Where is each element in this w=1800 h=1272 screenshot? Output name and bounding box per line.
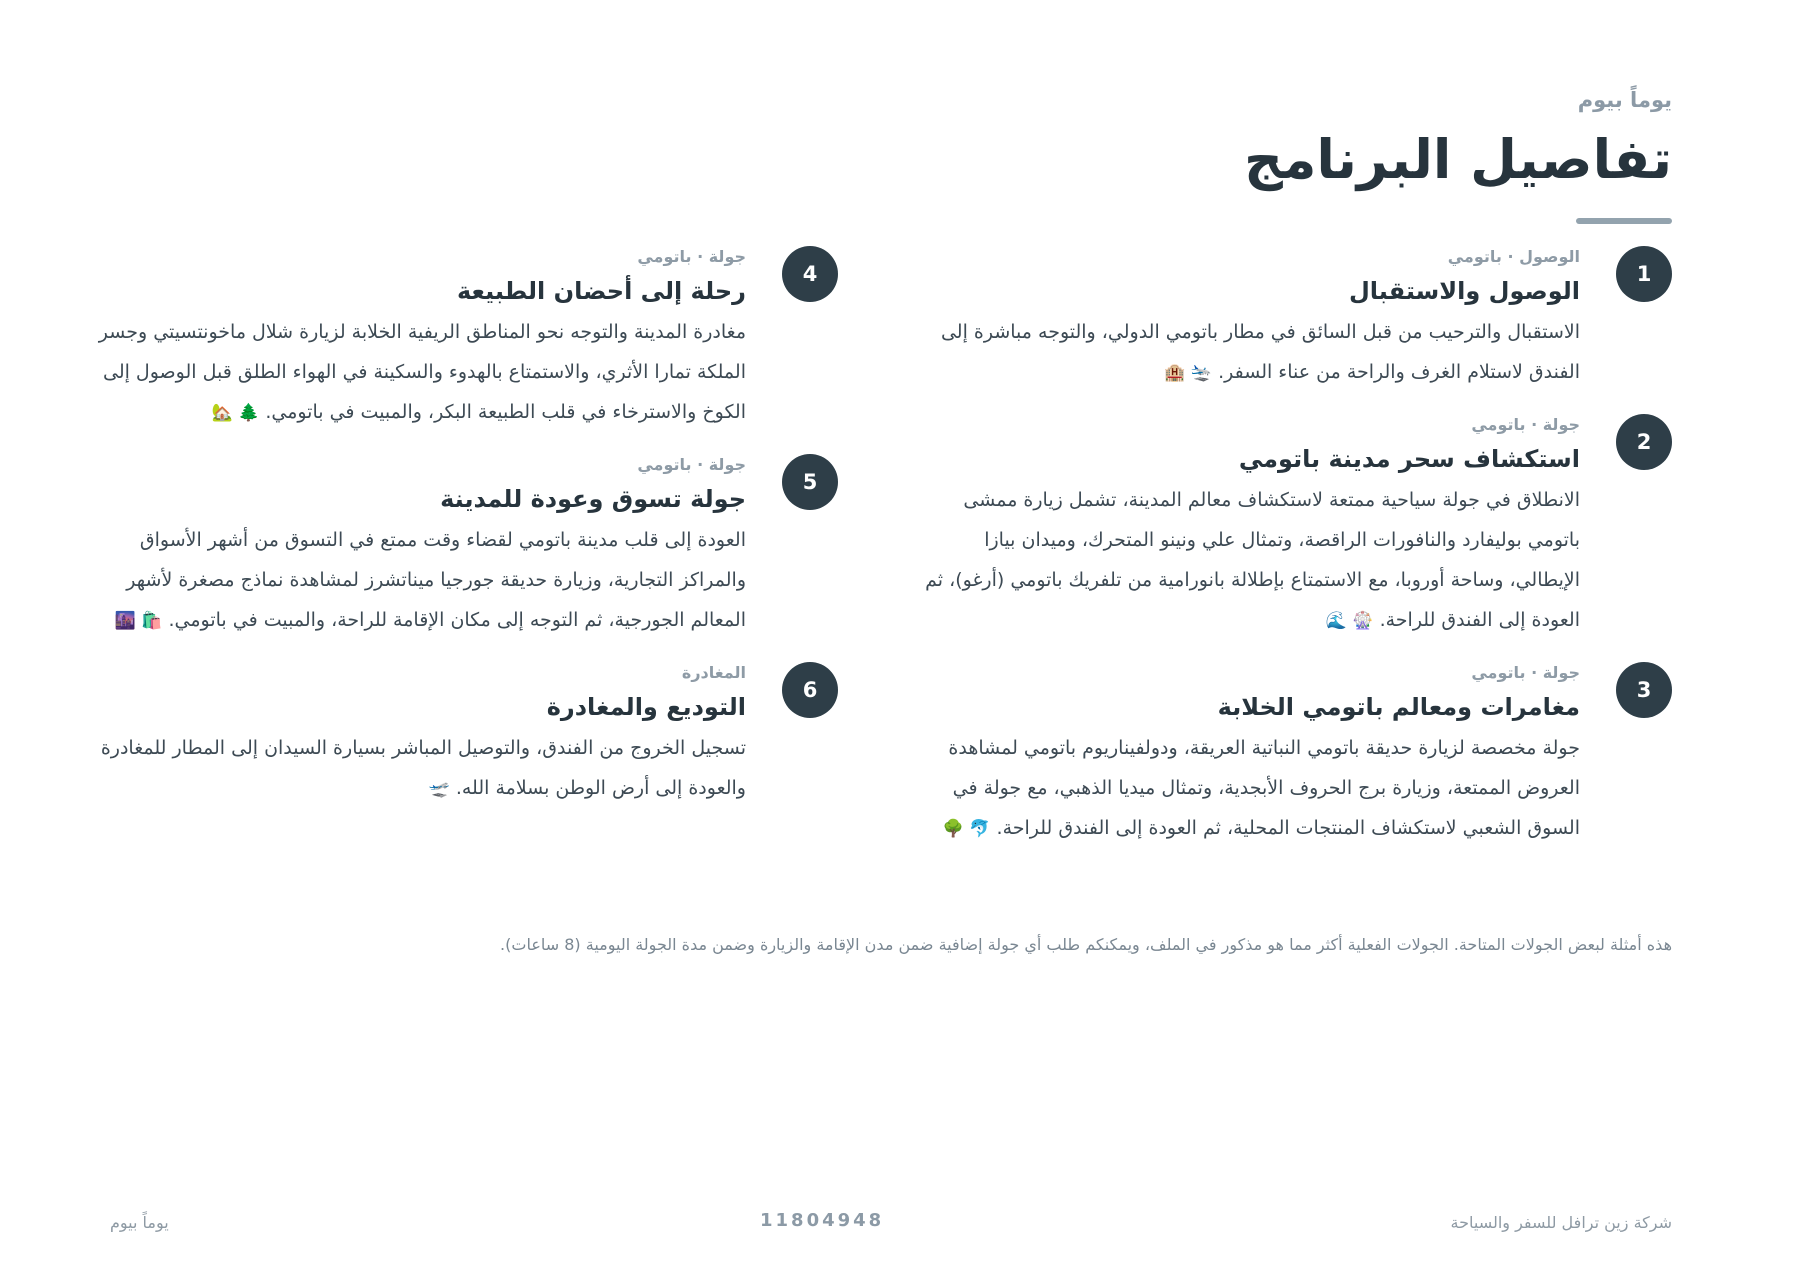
day-meta: جولة · باتومي (637, 455, 746, 474)
day-title: الوصول والاستقبال (1348, 277, 1580, 305)
footer-phone-number: 11804948 (760, 1210, 885, 1231)
day-description-text: العودة إلى قلب مدينة باتومي لقضاء وقت ممتع في التسوق من أشهر الأسواق والمراكز التجارية، وزيارة حديقة جورجيا ميناتشرز لمشاهدة نماذج مصغرة لأشهر المعالم الجورجية، ثم التوجه إلى مكان الإقامة للراحة، والمبيت في باتومي. (126, 529, 746, 631)
day-item-6 (90, 662, 838, 809)
day-description-text: الانطلاق في جولة سياحية ممتعة لاستكشاف معالم المدينة، تشمل زيارة ممشى باتومي بوليفارد والنافورات الراقصة، وتمثال علي ونينو المتحرك، وميدان بيازا الإيطالي، وساحة أوروبا، مع الاستمتاع بإطلالة بانورامية من تلفريك باتومي (أرغو)، ثم العودة إلى الفندق للراحة. (925, 489, 1580, 631)
day-number-badge: 2 (1616, 414, 1672, 470)
title-underline (1576, 218, 1672, 224)
footer-company-name: شركة زين ترافل للسفر والسياحة (1450, 1213, 1672, 1232)
day-description (912, 312, 1580, 393)
day-item-4 (90, 246, 838, 433)
day-number-badge: 5 (782, 454, 838, 510)
day-description (90, 520, 746, 641)
day-emoji-icon: 🛫 (428, 779, 450, 799)
day-description (912, 480, 1580, 641)
itinerary-column-right (912, 246, 1672, 870)
day-meta: جولة · باتومي (1471, 415, 1580, 434)
day-meta: جولة · باتومي (637, 247, 746, 266)
day-meta: الوصول · باتومي (1447, 247, 1580, 266)
day-number-badge: 1 (1616, 246, 1672, 302)
day-title: مغامرات ومعالم باتومي الخلابة (1217, 693, 1580, 721)
day-item-2 (912, 414, 1672, 641)
tours-note: هذه أمثلة لبعض الجولات المتاحة. الجولات الفعلية أكثر مما هو مذكور في الملف، ويمكنكم طلب أي جولة إضافية ضمن مدن الإقامة والزيارة وضمن مدة الجولة اليومية (8 ساعات). (500, 935, 1672, 954)
day-title: استكشاف سحر مدينة باتومي (1238, 445, 1580, 473)
footer-section-label: يوماً بيوم (110, 1213, 169, 1232)
day-description-text: جولة مخصصة لزيارة حديقة باتومي النباتية العريقة، ودولفيناريوم باتومي لمشاهدة العروض الممتعة، وزيارة برج الحروف الأبجدية، وتمثال ميديا الذهبي، مع جولة في السوق الشعبي لاستكشاف المنتجات المحلية، ثم العودة إلى الفندق للراحة. (948, 737, 1580, 839)
page-title: تفاصيل البرنامج (1244, 128, 1672, 191)
day-number-badge: 4 (782, 246, 838, 302)
day-description (912, 728, 1580, 849)
day-description-text: تسجيل الخروج من الفندق، والتوصيل المباشر بسيارة السيدان إلى المطار للمغادرة والعودة إلى أرض الوطن بسلامة الله. (100, 737, 746, 799)
day-description-text: مغادرة المدينة والتوجه نحو المناطق الريفية الخلابة لزيارة شلال ماخونتسيتي وجسر الملكة تمارا الأثري، والاستمتاع بالهدوء والسكينة في الهواء الطلق قبل الوصول إلى الكوخ والاسترخاء في قلب الطبيعة البكر، والمبيت في باتومي. (98, 321, 746, 423)
day-emoji-icon: 🛍️ 🌆 (114, 611, 163, 631)
day-number-badge: 6 (782, 662, 838, 718)
day-emoji-icon: 🎡 🌊 (1325, 611, 1374, 631)
section-eyebrow: يوماً بيوم (1577, 88, 1672, 112)
day-emoji-icon: 🐬 🌳 (942, 819, 991, 839)
day-title: جولة تسوق وعودة للمدينة (440, 485, 746, 513)
day-description (90, 312, 746, 433)
day-emoji-icon: 🛬 🏨 (1164, 363, 1213, 383)
day-title: رحلة إلى أحضان الطبيعة (456, 277, 746, 305)
day-description-text: الاستقبال والترحيب من قبل السائق في مطار باتومي الدولي، والتوجه مباشرة إلى الفندق لاستلام الغرف والراحة من عناء السفر. (940, 321, 1580, 383)
day-emoji-icon: 🌲 🏡 (211, 403, 260, 423)
day-title: التوديع والمغادرة (546, 693, 746, 721)
day-meta: المغادرة (681, 663, 746, 682)
day-item-3 (912, 662, 1672, 849)
day-item-1 (912, 246, 1672, 393)
day-number-badge: 3 (1616, 662, 1672, 718)
day-meta: جولة · باتومي (1471, 663, 1580, 682)
day-description (90, 728, 746, 809)
day-item-5 (90, 454, 838, 641)
itinerary-column-left (90, 246, 838, 830)
